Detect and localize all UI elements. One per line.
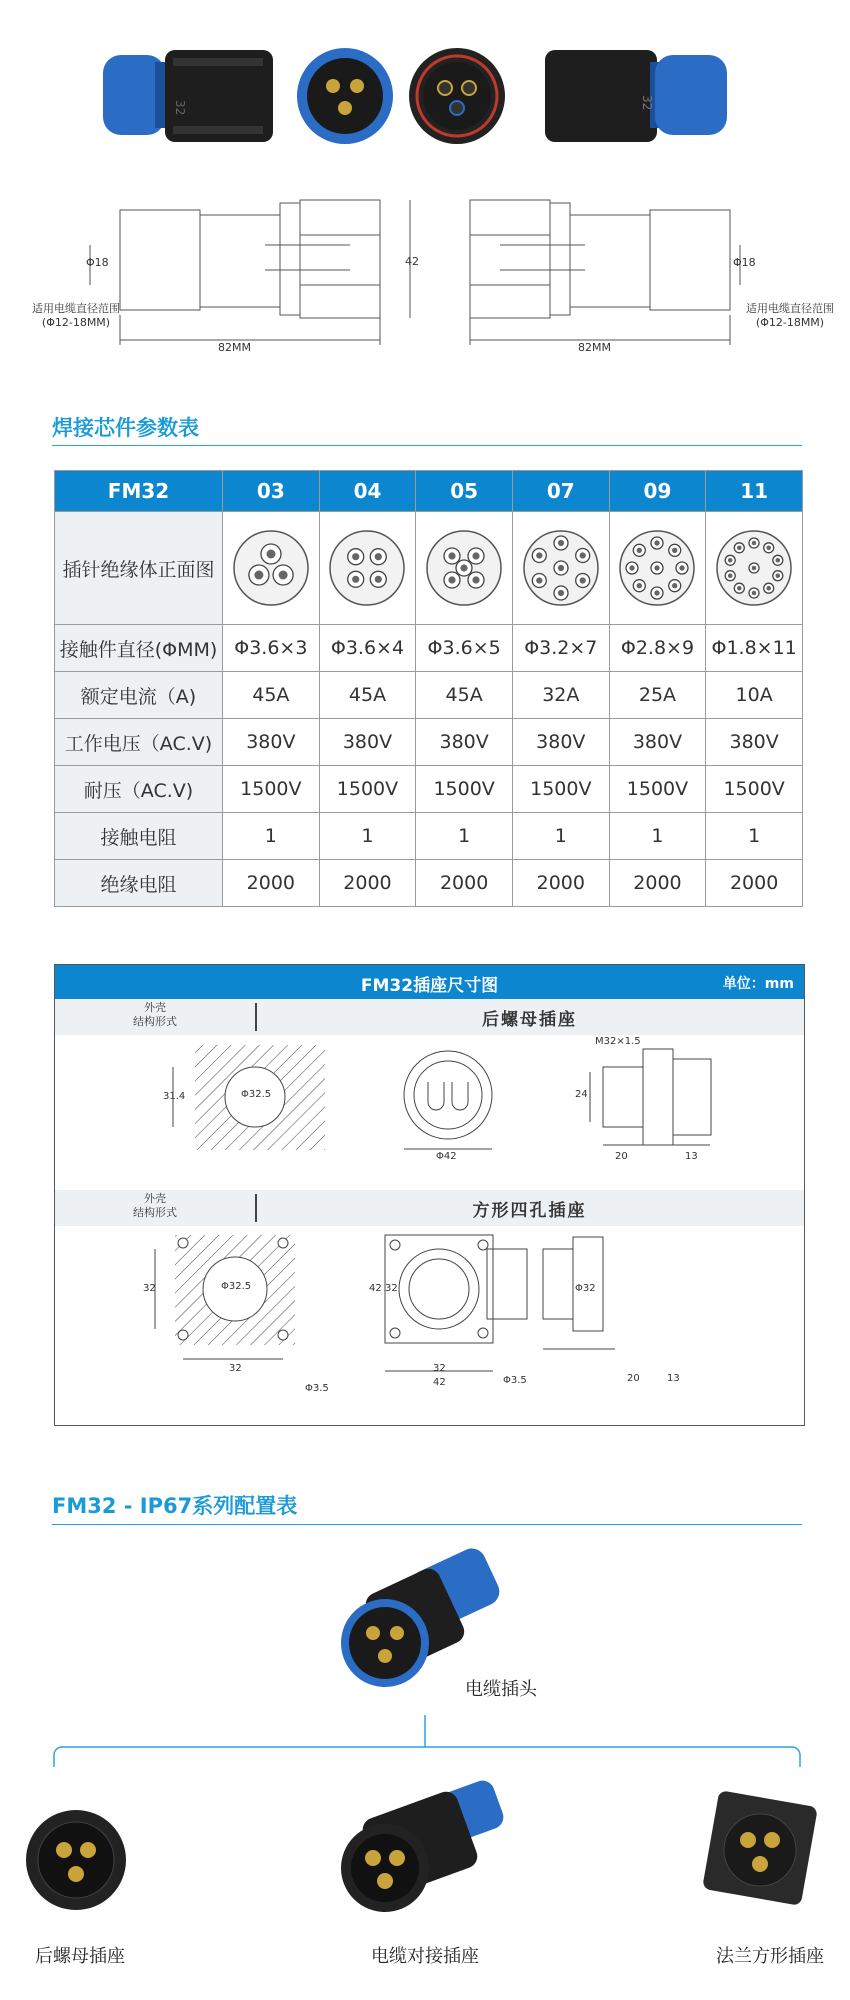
block1-name: 后螺母插座 bbox=[482, 1010, 577, 1030]
spec-row-label: 插针绝缘体正面图 bbox=[55, 512, 223, 625]
left-cable-range bbox=[6, 302, 146, 330]
block2-drawings bbox=[55, 1229, 804, 1409]
contact-pin-core bbox=[449, 576, 456, 583]
contact-pin-core bbox=[254, 571, 263, 580]
b1-side-w1: 20 bbox=[615, 1151, 628, 1162]
b1-thread: M32×1.5 bbox=[595, 1036, 641, 1047]
spec-row-label: 耐压（AC.V) bbox=[55, 766, 223, 813]
contact-pin-core bbox=[672, 583, 677, 588]
spec-cell: 1500V bbox=[706, 766, 803, 813]
b2-flange-hole: Φ3.5 bbox=[503, 1375, 527, 1386]
insulator-face-09 bbox=[609, 512, 706, 625]
block2-name: 方形四孔插座 bbox=[472, 1201, 587, 1221]
contact-pin-core bbox=[558, 565, 564, 571]
spec-cell: Φ1.8×11 bbox=[706, 625, 803, 672]
spec-row-label: 绝缘电阻 bbox=[55, 860, 223, 907]
spec-cell: 10A bbox=[706, 672, 803, 719]
spec-cell: 2000 bbox=[223, 860, 320, 907]
spec-row bbox=[55, 813, 803, 860]
contact-pin-core bbox=[655, 540, 660, 545]
spec-cell: 1 bbox=[319, 813, 416, 860]
contact-pin-core bbox=[579, 552, 585, 558]
shell-type-label bbox=[55, 1192, 255, 1220]
b2-cutout-w: 32 bbox=[229, 1363, 242, 1374]
left-length: 82MM bbox=[218, 341, 251, 354]
plug-right-photo bbox=[545, 50, 727, 142]
insulator-face-04 bbox=[319, 512, 416, 625]
contact-pin-core bbox=[728, 573, 733, 578]
contact-pin-core bbox=[558, 540, 564, 546]
contact-pin-core bbox=[752, 541, 757, 546]
spec-cell: 2000 bbox=[512, 860, 609, 907]
spec-section-divider bbox=[52, 445, 802, 446]
right-cable-range bbox=[730, 302, 850, 330]
spec-table bbox=[54, 470, 803, 907]
insulator-face-05 bbox=[416, 512, 513, 625]
spec-image-row bbox=[55, 512, 803, 625]
contact-pin-core bbox=[630, 565, 635, 570]
b2-side-w1: 20 bbox=[627, 1373, 640, 1384]
contact-pin-core bbox=[752, 566, 757, 571]
dimension-header bbox=[55, 965, 804, 999]
spec-cell: 2000 bbox=[609, 860, 706, 907]
right-cable-range-label: 适用电缆直径范围 bbox=[746, 302, 834, 315]
contact-pin-core bbox=[752, 591, 757, 596]
spec-cell: 1 bbox=[609, 813, 706, 860]
contact-pin-core bbox=[449, 552, 456, 559]
spec-cell: 380V bbox=[416, 719, 513, 766]
spec-header-col: 04 bbox=[319, 471, 416, 512]
cable-plug-label: 电缆插头 bbox=[465, 1679, 537, 1700]
contact-pin-core bbox=[680, 565, 685, 570]
spec-cell: Φ3.6×5 bbox=[416, 625, 513, 672]
spec-cell: 1500V bbox=[223, 766, 320, 813]
spec-row bbox=[55, 625, 803, 672]
contact-pin-core bbox=[767, 586, 772, 591]
spec-row bbox=[55, 860, 803, 907]
spec-row bbox=[55, 672, 803, 719]
spec-cell: 1500V bbox=[416, 766, 513, 813]
block2-strip bbox=[55, 1190, 804, 1226]
technical-drawings bbox=[0, 195, 850, 360]
contact-pin-core bbox=[776, 573, 781, 578]
contact-pin-core bbox=[461, 564, 468, 571]
config-section-title: FM32 - IP67系列配置表 bbox=[52, 1494, 298, 1518]
right-length: 82MM bbox=[578, 341, 611, 354]
b2-hole-dia: Φ3.5 bbox=[305, 1383, 329, 1394]
right-phi18: Φ18 bbox=[733, 256, 756, 269]
spec-header-col: 07 bbox=[512, 471, 609, 512]
shell-label-1: 外壳 bbox=[144, 1192, 166, 1205]
insulator-face-03 bbox=[223, 512, 320, 625]
spec-cell: Φ2.8×9 bbox=[609, 625, 706, 672]
contact-pin-core bbox=[473, 552, 480, 559]
spec-cell: 1500V bbox=[512, 766, 609, 813]
spec-cell: 45A bbox=[223, 672, 320, 719]
b1-side-h: 24 bbox=[575, 1089, 588, 1100]
contact-pin-core bbox=[536, 552, 542, 558]
spec-cell: 1 bbox=[416, 813, 513, 860]
insulator-face-11 bbox=[706, 512, 803, 625]
spec-cell: 45A bbox=[319, 672, 416, 719]
b2-flange-h-outer: 42 bbox=[369, 1283, 382, 1294]
left-cable-range-label: 适用电缆直径范围 bbox=[32, 302, 120, 315]
spec-header-col: 11 bbox=[706, 471, 803, 512]
shell-type-label bbox=[55, 1001, 255, 1029]
config-option-inline: 电缆对接插座 bbox=[371, 1946, 479, 1967]
contact-pin-core bbox=[375, 576, 382, 583]
socket-face-photo-1 bbox=[297, 48, 393, 144]
contact-pin-core bbox=[728, 558, 733, 563]
model-mark-left: 32 bbox=[173, 100, 187, 116]
dimension-panel bbox=[54, 964, 805, 1426]
contact-pin-core bbox=[353, 553, 360, 560]
b2-flange-h-inner: 32 bbox=[385, 1283, 398, 1294]
contact-pin-core bbox=[536, 577, 542, 583]
b1-cutout-dia: Φ32.5 bbox=[241, 1089, 272, 1100]
spec-cell: 380V bbox=[609, 719, 706, 766]
insulator-face-07 bbox=[512, 512, 609, 625]
config-option-flange: 法兰方形插座 bbox=[716, 1946, 824, 1967]
socket-face-photo-2 bbox=[409, 48, 505, 144]
b2-cutout-h: 32 bbox=[143, 1283, 156, 1294]
spec-row-label: 额定电流（A) bbox=[55, 672, 223, 719]
contact-pin-core bbox=[473, 576, 480, 583]
spec-header-model: FM32 bbox=[55, 471, 223, 512]
spec-cell: 32A bbox=[512, 672, 609, 719]
spec-header-row bbox=[55, 471, 803, 512]
b1-cutout-h: 31.4 bbox=[163, 1091, 186, 1102]
insulator-body bbox=[234, 531, 308, 605]
shell-label-2: 结构形式 bbox=[133, 1206, 177, 1219]
spec-cell: 2000 bbox=[319, 860, 416, 907]
contact-pin-core bbox=[266, 550, 275, 559]
contact-pin-core bbox=[637, 583, 642, 588]
spec-cell: 1500V bbox=[319, 766, 416, 813]
right-cable-range-value: (Φ12-18MM) bbox=[755, 316, 825, 329]
shell-label-1: 外壳 bbox=[144, 1001, 166, 1014]
contact-pin-core bbox=[767, 546, 772, 551]
config-tree-lines bbox=[0, 1715, 850, 1775]
spec-cell: 1 bbox=[223, 813, 320, 860]
left-phi18: Φ18 bbox=[86, 256, 109, 269]
contact-pin-core bbox=[672, 548, 677, 553]
spec-cell: 380V bbox=[512, 719, 609, 766]
spec-cell: Φ3.6×3 bbox=[223, 625, 320, 672]
dimension-title: FM32插座尺寸图 bbox=[360, 976, 499, 996]
spec-row-label: 工作电压（AC.V) bbox=[55, 719, 223, 766]
product-photos bbox=[95, 40, 745, 160]
contact-pin-core bbox=[558, 590, 564, 596]
spec-header-col: 09 bbox=[609, 471, 706, 512]
flange-square-socket-photo bbox=[700, 1788, 830, 1918]
dimension-unit: 单位：mm bbox=[722, 976, 794, 992]
contact-pin-core bbox=[353, 576, 360, 583]
contact-pin-core bbox=[737, 586, 742, 591]
left-cable-range-value: (Φ12-18MM) bbox=[41, 316, 111, 329]
spec-cell: 45A bbox=[416, 672, 513, 719]
b2-side-dia: Φ32 bbox=[575, 1283, 596, 1294]
spec-cell: 25A bbox=[609, 672, 706, 719]
contact-pin-core bbox=[579, 577, 585, 583]
rear-nut-socket-photo bbox=[18, 1800, 138, 1920]
spec-row-label: 接触件直径(ΦMM) bbox=[55, 625, 223, 672]
b2-cutout-dia: Φ32.5 bbox=[221, 1281, 252, 1292]
contact-pin-core bbox=[637, 548, 642, 553]
b1-front-dia: Φ42 bbox=[436, 1151, 457, 1162]
block1-strip bbox=[55, 999, 804, 1035]
spec-section-title: 焊接芯件参数表 bbox=[52, 416, 199, 440]
contact-pin-core bbox=[655, 590, 660, 595]
config-section-divider bbox=[52, 1524, 802, 1525]
contact-pin-core bbox=[737, 546, 742, 551]
spec-cell: 2000 bbox=[416, 860, 513, 907]
contact-pin-core bbox=[278, 571, 287, 580]
left-height: 42 bbox=[405, 255, 419, 268]
model-mark-right: 32 bbox=[640, 95, 654, 111]
contact-pin-core bbox=[776, 558, 781, 563]
spec-row-label: 接触电阻 bbox=[55, 813, 223, 860]
spec-header-col: 03 bbox=[223, 471, 320, 512]
contact-pin-core bbox=[655, 565, 660, 570]
spec-cell: 1 bbox=[706, 813, 803, 860]
spec-cell: 380V bbox=[706, 719, 803, 766]
spec-row bbox=[55, 766, 803, 813]
spec-cell: Φ3.2×7 bbox=[512, 625, 609, 672]
b2-flange-w-outer: 42 bbox=[433, 1377, 446, 1388]
spec-cell: Φ3.6×4 bbox=[319, 625, 416, 672]
b1-side-w2: 13 bbox=[685, 1151, 698, 1162]
spec-cell: 380V bbox=[319, 719, 416, 766]
spec-row bbox=[55, 719, 803, 766]
spec-cell: 380V bbox=[223, 719, 320, 766]
shell-label-2: 结构形式 bbox=[133, 1015, 177, 1028]
inline-socket-photo bbox=[330, 1778, 510, 1918]
b2-side-w2: 13 bbox=[667, 1373, 680, 1384]
spec-cell: 1 bbox=[512, 813, 609, 860]
contact-pin-core bbox=[375, 553, 382, 560]
plug-left-photo bbox=[103, 50, 273, 142]
spec-header-col: 05 bbox=[416, 471, 513, 512]
spec-cell: 2000 bbox=[706, 860, 803, 907]
insulator-body bbox=[330, 531, 404, 605]
config-option-rear-nut: 后螺母插座 bbox=[35, 1946, 125, 1967]
b2-flange-w-inner: 32 bbox=[433, 1363, 446, 1374]
spec-cell: 1500V bbox=[609, 766, 706, 813]
